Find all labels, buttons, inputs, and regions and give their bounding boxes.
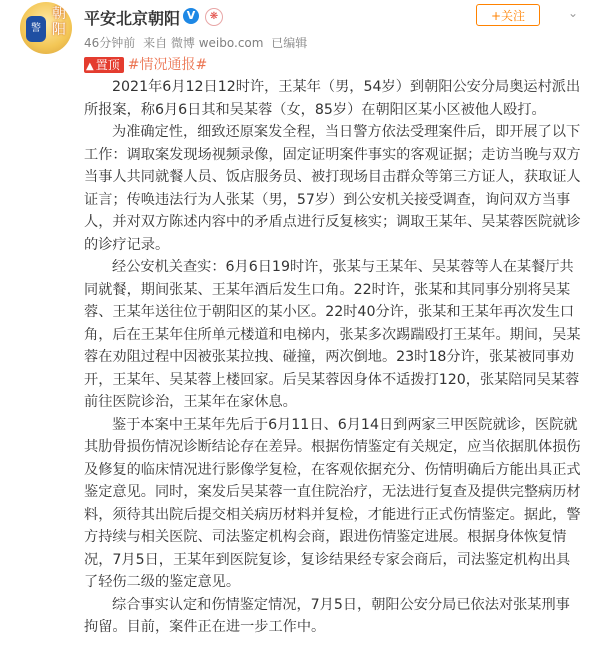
post-content — [84, 54, 582, 639]
government-badge-icon: ❋ — [205, 8, 223, 26]
edited-label[interactable]: 已编辑 — [271, 36, 308, 50]
paragraph-4: 鉴于本案中王某年先后于6月11日、6月14日到两家三甲医院就诊，医院就其肋骨损伤情况诊断结论存在差异。根据伤情鉴定有关规定，应当依据肌体损伤及修复的临床情况进行影像学复检，在客观依据充分、伤情明确后方能出具正式鉴定意见。同时，案发后吴某蓉一直住院治疗，无法进行复查及提供完整病历材料，须待其出院后提交相关病历材料并复检，才能进行正式伤情鉴定。据此，警方持续与相关医院、司法鉴定机构会商，跟进伤情鉴定进展。根据身体恢复情况，7月5日，王某年到医院复诊，复诊结果经专家会商后，司法鉴定机构出具了轻伤二级的鉴定意见。 — [84, 416, 581, 590]
paragraph-1: 2021年6月12日12时许，王某年（男，54岁）到朝阳公安分局奥运村派出所报案，称6月6日其和吴某蓉（女，85岁）在朝阳区某小区被他人殴打。 — [84, 79, 581, 118]
police-badge-icon: 警 — [26, 16, 46, 42]
hashtag-link[interactable]: #情况通报# — [127, 57, 208, 73]
post-meta — [84, 34, 311, 51]
pin-icon: ▲ — [86, 61, 94, 72]
chevron-down-icon[interactable]: ⌄ — [568, 6, 579, 20]
pinned-badge — [84, 57, 124, 73]
paragraph-3: 经公安机关查实：6月6日19时许，张某与王某年、吴某蓉等人在某餐厅共同就餐，期间张某、王某年酒后发生口角。22时许，张某和其同事分别将吴某蓉、王某年送往位于朝阳区的某小区。22时40分许，张某和王某年再次发生口角，后在王某年住所单元楼道和电梯内，张某多次踢踹殴打王某年。期间，吴某蓉在劝阻过程中因被张某拉拽、碰撞，两次倒地。23时18分许，张某被同事劝开，王某年、吴某蓉上楼回家。后吴某蓉因身体不适拨打120，张某陪同吴某蓉前往医院诊治，王某年在家休息。 — [84, 259, 581, 410]
post-source: 来自 微博 weibo.com — [143, 36, 264, 50]
post-time[interactable]: 46分钟前 — [84, 36, 136, 50]
follow-button[interactable]: +关注 — [476, 4, 540, 26]
account-name[interactable]: 平安北京朝阳 — [84, 9, 181, 28]
tag-line — [84, 54, 582, 76]
verified-icon: V — [183, 8, 199, 24]
avatar-text: 朝阳 — [52, 6, 66, 38]
paragraph-2: 为准确定性，细致还原案发全程，当日警方依法受理案件后，即开展了以下工作：调取案发现场视频录像，固定证明案件事实的客观证据；走访当晚与双方当事人共同就餐人员、饭店服务员、被打现场目击群众等第三方证人，获取证人证言；传唤违法行为人张某（男，57岁）到公安机关接受调查，询问双方当事人，并对双方陈述内容中的矛盾点进行反复核实；调取王某年、吴某蓉医院就诊的诊疗记录。 — [84, 124, 581, 253]
avatar[interactable] — [20, 2, 72, 54]
paragraph-5: 综合事实认定和伤情鉴定情况，7月5日，朝阳公安分局已依法对张某刑事拘留。目前，案件正在进一步工作中。 — [84, 596, 570, 635]
pinned-label: 置顶 — [95, 58, 120, 72]
